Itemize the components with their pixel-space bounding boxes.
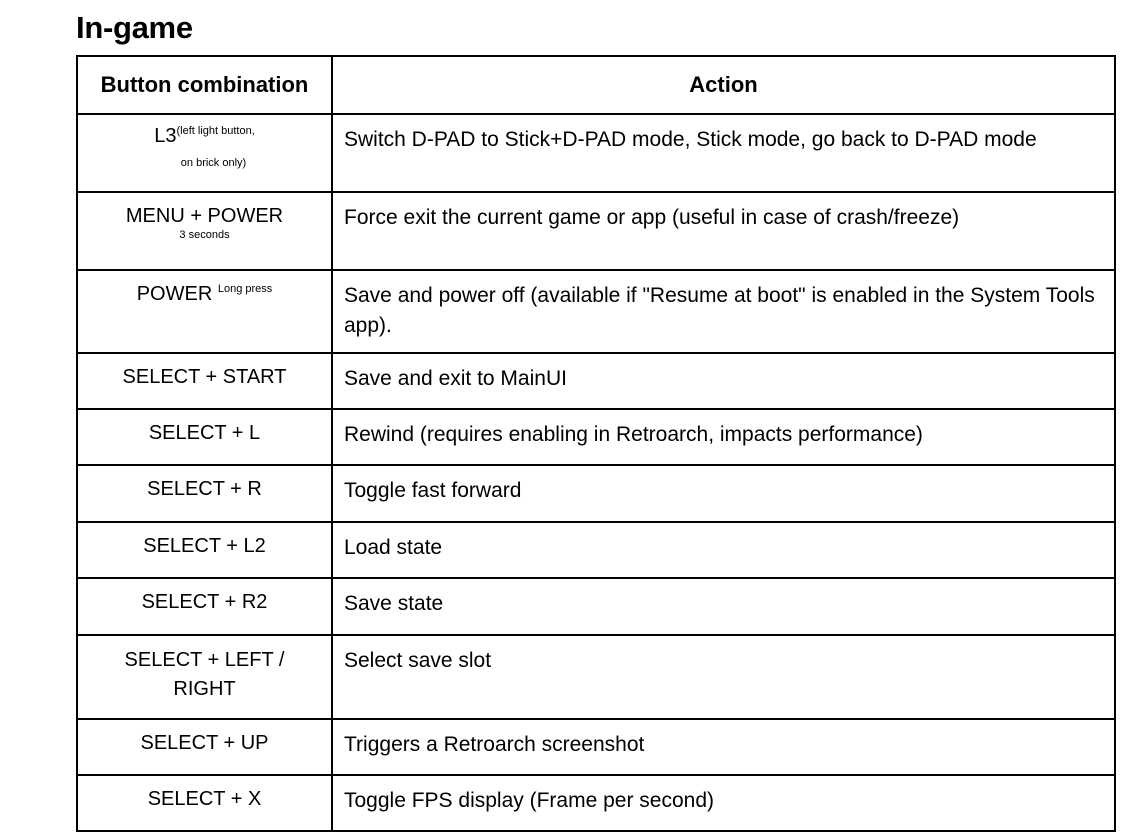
button-combinations-table [76,55,1116,832]
action-cell: Rewind (requires enabling in Retroarch, impacts performance) [332,409,1115,465]
page-title: In-game [76,10,193,45]
combo-cell [77,635,332,719]
table-row [77,353,1115,409]
action-cell: Save state [332,578,1115,635]
table-row [77,114,1115,192]
combo-note: (left light button, [176,125,255,137]
combo-cell: SELECT + L [77,409,332,465]
combo-subnote: on brick only) [180,157,247,169]
header-button-combination: Button combination [77,56,332,114]
table-row [77,465,1115,522]
combo-cell: SELECT + R [77,465,332,522]
combo-text: L3 [154,125,177,147]
action-cell: Load state [332,522,1115,578]
action-cell: Save and power off (available if "Resume at boot" is enabled in the System Tools app). [332,270,1115,353]
action-cell: Triggers a Retroarch screenshot [332,719,1115,775]
action-cell: Select save slot [332,635,1115,719]
combo-cell [77,192,332,270]
table-row [77,719,1115,775]
action-cell: Save and exit to MainUI [332,353,1115,409]
action-cell: Force exit the current game or app (useful in case of crash/freeze) [332,192,1115,270]
combo-cell [77,270,332,353]
combo-text: POWER [136,283,213,305]
header-action: Action [332,56,1115,114]
table-row [77,522,1115,578]
table-row [77,270,1115,353]
combo-text: SELECT + LEFT / RIGHT [124,649,285,700]
table-row [77,192,1115,270]
action-cell: Toggle fast forward [332,465,1115,522]
combo-cell: SELECT + X [77,775,332,831]
table-row [77,409,1115,465]
combo-cell: SELECT + L2 [77,522,332,578]
table-row [77,775,1115,831]
combo-cell: SELECT + START [77,353,332,409]
combo-cell: SELECT + UP [77,719,332,775]
combo-note: Long press [217,283,273,295]
combo-cell: SELECT + R2 [77,578,332,635]
action-cell: Switch D-PAD to Stick+D-PAD mode, Stick mode, go back to D-PAD mode [332,114,1115,192]
combo-text: MENU + POWER [125,205,284,227]
table-header-row [77,56,1115,114]
table-row [77,578,1115,635]
action-cell: Toggle FPS display (Frame per second) [332,775,1115,831]
table-row [77,635,1115,719]
combo-subnote: 3 seconds [179,229,230,241]
combo-cell [77,114,332,192]
